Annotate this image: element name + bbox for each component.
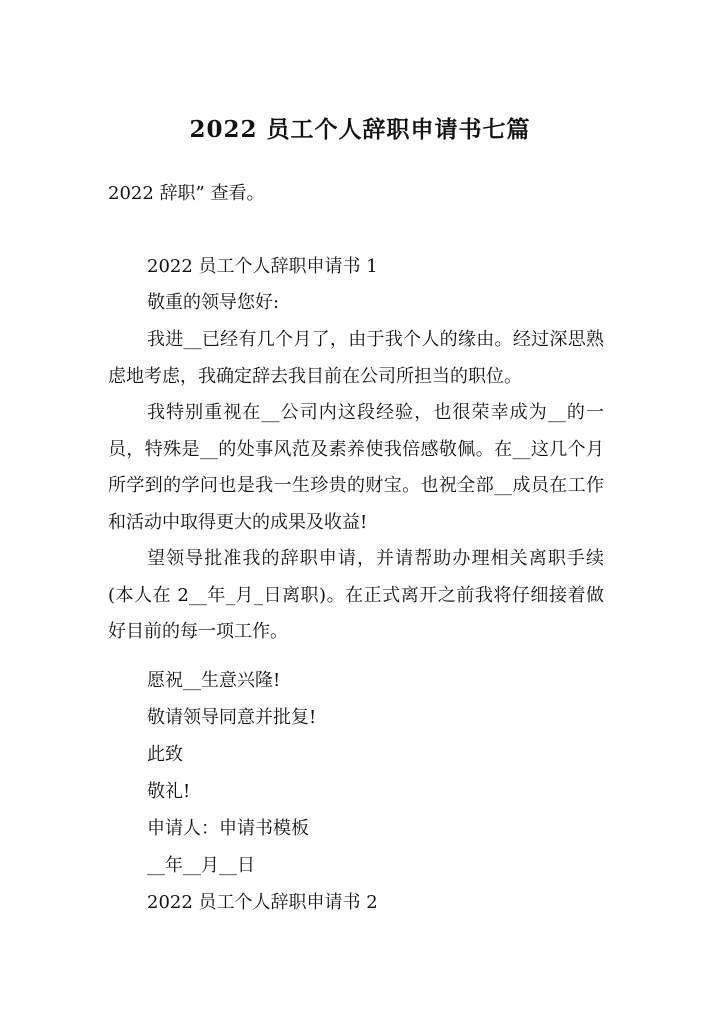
closing-line-2: 敬礼! — [147, 781, 191, 802]
request-line: 敬请领导同意并批复! — [147, 707, 317, 728]
paragraph-3: 望领导批准我的辞职申请，并请帮助办理相关离职手续(本人在 2__年_月_日离职)。在正式离开之前我将仔细接着做好目前的每一项工作。 — [108, 548, 604, 642]
section-heading-2: 2022 员工个人辞职申请书 2 — [147, 892, 378, 913]
paragraph-2: 我特别重视在__公司内这段经验，也很荣幸成为__的一员，特殊是__的处事风范及素养使我倍感敬佩。在__这几个月所学到的学问也是我一生珍贵的财宝。也祝全部__成员在工作和活动中取得更大的成果及收益! — [108, 402, 604, 533]
date-line: __年__月__日 — [147, 855, 255, 876]
intro-text: 2022 辞职” 查看。 — [108, 183, 265, 204]
salutation: 敬重的领导您好: — [147, 292, 280, 313]
wish-line: 愿祝__生意兴隆! — [147, 670, 281, 691]
document-title: 2022 员工个人辞职申请书七篇 — [189, 116, 531, 143]
applicant-line: 申请人：申请书模板 — [147, 818, 309, 839]
section-heading-1: 2022 员工个人辞职申请书 1 — [147, 256, 378, 277]
closing-line-1: 此致 — [147, 744, 183, 765]
paragraph-1: 我进__已经有几个月了，由于我个人的缘由。经过深思熟虑地考虑，我确定辞去我目前在公司所担当的职位。 — [108, 329, 604, 387]
